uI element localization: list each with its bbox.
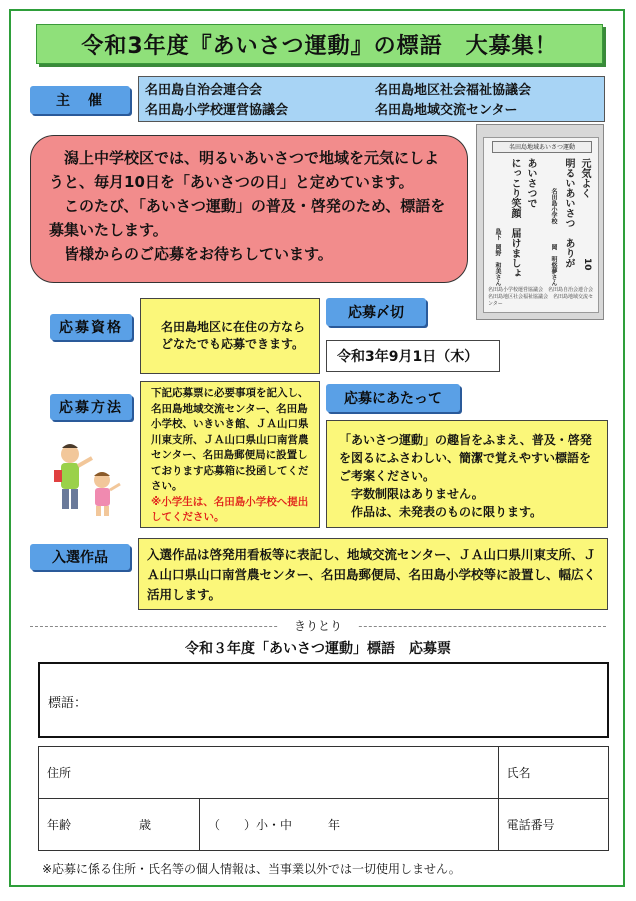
sign-school-2: 島下 <box>494 228 501 240</box>
organizer-2: 名田島地区社会福祉協議会 <box>375 83 532 98</box>
sign-line-1: 元気よく <box>579 158 590 198</box>
phone-label: 電話番号 <box>506 818 555 832</box>
grade-text: （ ）小・中 年 <box>208 818 341 832</box>
method-box <box>140 381 320 528</box>
slogan-label: 標語： <box>48 696 88 711</box>
sponsor-label: 主 催 <box>30 86 130 114</box>
entry-form-table <box>38 746 609 851</box>
intro-paragraph-3: 皆様からのご応募をお待ちしています。 <box>49 245 333 263</box>
address-field[interactable] <box>39 747 499 799</box>
organizer-3: 名田島小学校運営協議会 <box>145 103 289 118</box>
phone-field[interactable] <box>498 799 608 851</box>
address-label: 住所 <box>47 766 72 780</box>
intro-paragraph-2: このたび、「あいさつ運動」の普及・啓発のため、標語を募集いたします。 <box>49 197 446 239</box>
sign-line-4: にっこり笑顔 届けましょ <box>509 158 520 278</box>
page-title: 令和3年度『あいさつ運動』の標語 大募集！ <box>36 24 603 64</box>
sign-footer: 名田島小学校運営協議会 名田島自治会連合会 名田島地区社会福祉協議会 名田島地域交流センター <box>488 287 599 307</box>
sign-author-2: 岡野 和美さん <box>494 244 501 286</box>
notes-box <box>326 420 608 528</box>
sign-board <box>483 137 599 313</box>
qualification-label: 応募資格 <box>50 314 132 340</box>
sign-line-3: あいさつで <box>525 158 536 208</box>
intro-box <box>30 135 468 283</box>
sign-grade-1: 10 <box>582 258 592 271</box>
form-row-address <box>39 747 609 799</box>
sign-photo <box>476 124 604 320</box>
sign-header: 名田島地域あいさつ運動 <box>492 141 592 153</box>
organizer-1: 名田島自治会連合会 <box>145 83 263 98</box>
privacy-note: ※応募に係る住所・氏名等の個人情報は、当事業以外では一切使用しません。 <box>42 862 461 876</box>
age-field[interactable] <box>39 799 200 851</box>
grade-field[interactable] <box>200 799 499 851</box>
greeting-people-illustration <box>40 440 132 520</box>
name-label: 氏名 <box>506 766 531 780</box>
deadline-label: 応募〆切 <box>326 298 426 326</box>
age-unit: 歳 <box>138 818 151 832</box>
selected-box: 入選作品は啓発用看板等に表記し、地域交流センター、ＪＡ山口県川東支所、ＪＡ山口県山口南営農センター、名田島郵便局、名田島小学校等に設置し、幅広く活用します。 <box>138 538 608 610</box>
age-label: 年齢 <box>47 818 72 832</box>
cut-label: きりとり <box>278 617 358 634</box>
method-note: ※小学生は、名田島小学校へ提出してください。 <box>151 495 309 523</box>
sign-line-2: 明るいあいさつ ありが <box>563 158 574 268</box>
organizer-4: 名田島地域交流センター <box>375 103 518 118</box>
sign-school-1: 名田島小学校 <box>550 188 557 224</box>
selected-label: 入選作品 <box>30 544 130 570</box>
deadline-box: 令和3年9月1日（木） <box>326 340 500 372</box>
notes-item-2: 字数制限はありません。 <box>351 487 484 501</box>
method-text: 下記応募票に必要事項を記入し、名田島地域交流センター、名田島小学校、いきいき館、ＪＡ山口県川東支所、ＪＡ山口県山口南営農センター、名田島郵便局に設置しております応募箱に投函してください。 <box>151 387 309 492</box>
form-title: 令和３年度「あいさつ運動」標語 応募票 <box>185 641 451 657</box>
notes-item-3: 作品は、未発表のものに限ります。 <box>351 505 543 519</box>
sign-author-1: 岡 明悠夢さん <box>550 244 557 286</box>
intro-paragraph-1: 潟上中学校区では、明るいあいさつで地域を元気にしようと、毎月10日を「あいさつの日」と定めています。 <box>49 149 440 191</box>
organizers-box <box>138 76 605 122</box>
name-field[interactable] <box>498 747 608 799</box>
slogan-field[interactable] <box>38 662 609 738</box>
notes-item-1: 「あいさつ運動」の趣旨をふまえ、普及・啓発を図るにふさわしい、簡潔で覚えやすい標語をご考案ください。 <box>339 433 592 483</box>
method-label: 応募方法 <box>50 394 132 420</box>
form-row-age <box>39 799 609 851</box>
notes-label: 応募にあたって <box>326 384 460 412</box>
qualification-box: 名田島地区に在住の方ならどなたでも応募できます。 <box>140 298 320 374</box>
